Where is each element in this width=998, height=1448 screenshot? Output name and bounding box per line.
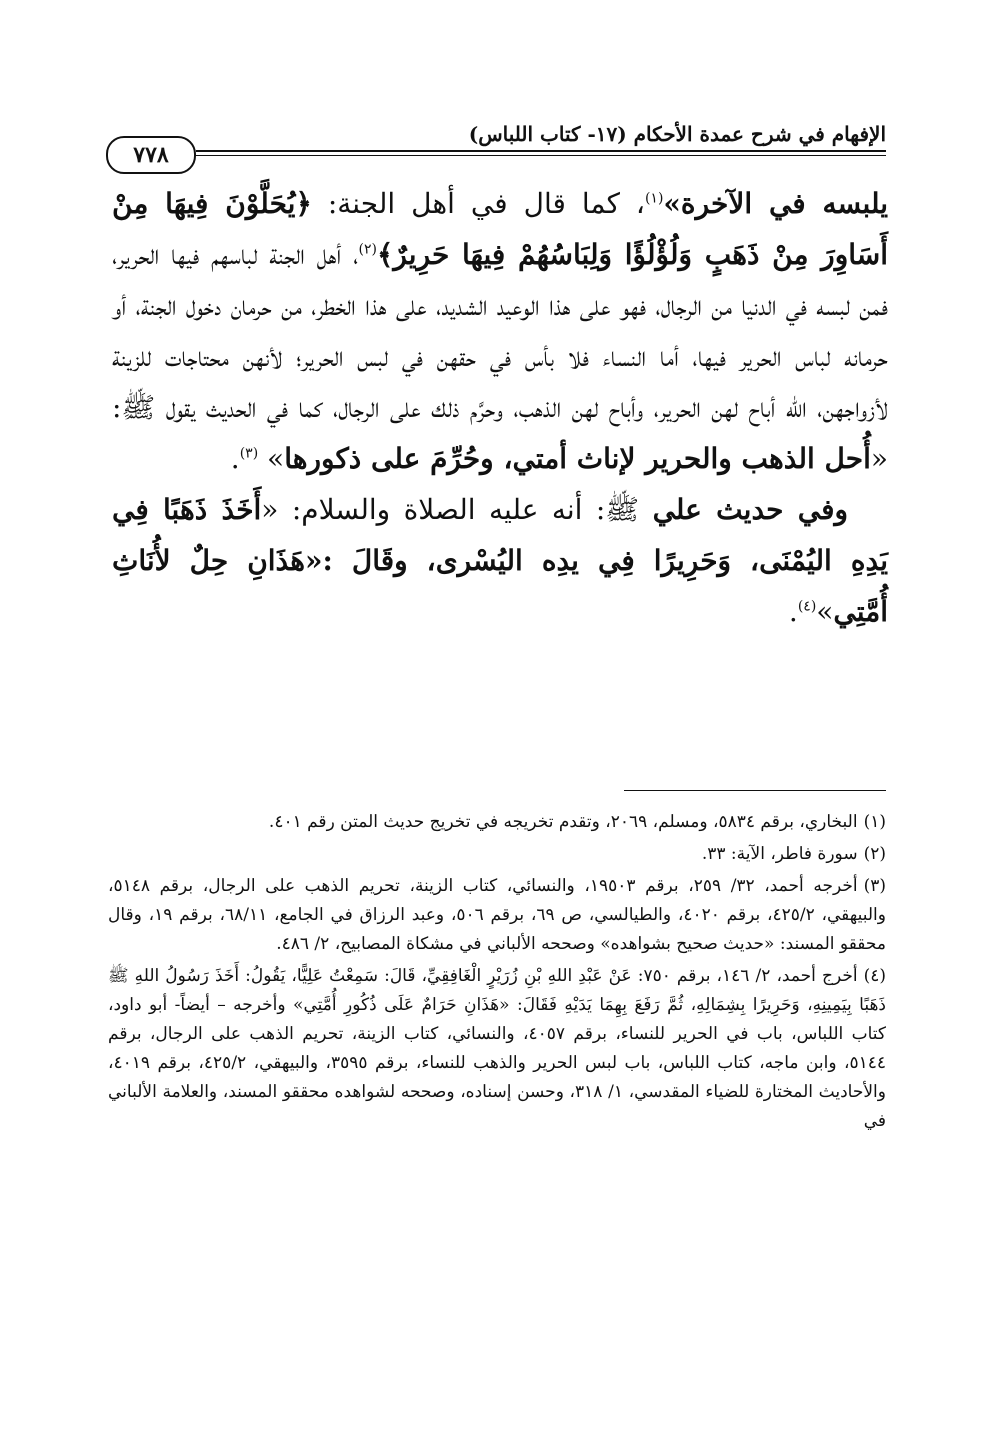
footnote-number: (٢) (863, 844, 886, 864)
footnote-ref-1[interactable]: (١) (644, 190, 664, 207)
text-segment: . (788, 595, 798, 628)
footnote-1 (108, 808, 886, 837)
text-segment: . (230, 442, 240, 475)
hadith-quote: أَخَذَ ذَهَبًا فِي يَدِهِ اليُمْنَى، وَحَرِيرًا فِي يدِه اليُسْرى، وقَالَ :«هَذَانِ حِلٌ لأُنَاثِ أُمَّتِي (112, 493, 888, 628)
page-header (106, 110, 886, 180)
footnote-ref-4[interactable]: (٤) (797, 598, 817, 615)
text-segment: » (258, 442, 285, 475)
footnote-number: (١) (863, 812, 886, 832)
hadith-quote: أُحل الذهب والحرير لإناث أمتي، وحُرِّمَ على ذكورها (284, 442, 871, 475)
footnote-number: (٤) (863, 966, 886, 986)
main-text (112, 178, 888, 637)
paragraph-2 (112, 484, 888, 637)
text-segment: ، أهل الجنة لباسهم فيها الحرير، فمن لبسه في الدنيا من الرجال، فهو على هذا الوعيد الشديد، على هذا الخطر، من حرمان دخول الجنة، أو حرمانه لباس الحرير فيها، أما النساء فلا بأس في حقهن في لبس الحرير؛ لأنهن محتاجات للزينة لأزواجهن، الله أباح لهن الحرير، وأباح لهن الذهب، وحرَّم ذلك على الرجال، كما في الحديث يقول ﷺ: « (112, 238, 888, 475)
footnote-number: (٣) (863, 876, 886, 896)
footnote-text: البخاري، برقم ٥٨٣٤، ومسلم، ٢٠٦٩، وتقدم تخريجه في تخريج حديث المتن رقم ٤٠١. (268, 812, 858, 832)
paragraph-1 (112, 178, 888, 484)
footnote-ref-2[interactable]: (٢) (358, 241, 377, 258)
quran-verse: ﴿يُحَلَّوْنَ فِيهَا مِنْ أَسَاوِرَ مِنْ ذَهَبٍ وَلُؤْلُؤًا وَلِبَاسُهُمْ فِيهَا حَرِيرٌ﴾ (112, 187, 888, 271)
text-segment: وفي حديث علي (652, 493, 848, 526)
header-rule (196, 150, 886, 156)
footnote-2 (108, 840, 886, 869)
footnote-text: أخرج أحمد، ٢/ ١٤٦، برقم ٧٥٠: عَنْ عَبْدِ اللهِ بْنِ زُرَيْرٍ الْغَافِقِيِّ، قَالَ: سَمِعْتُ عَلِيًّا، يَقُولُ: أَخَذَ رَسُولُ اللهِ ﷺ ذَهَبًا بِيَمِينِهِ، وَحَرِيرًا بِشِمَالِهِ، ثُمَّ رَفَعَ بِهِمَا يَدَيْهِ فَقَالَ: «هَذَانِ حَرَامٌ عَلَى ذُكُورِ أُمَّتِي» وأخرجه – أيضاً- أبو داود، كتاب اللباس، باب في الحرير للنساء، برقم ٤٠٥٧، والنسائي، كتاب الزينة، تحريم الذهب على الرجال، برقم ٥١٤٤، وابن ماجه، كتاب اللباس، باب لبس الحرير والذهب للنساء، برقم ٣٥٩٥، والبيهقي، ٤٢٥/٢، برقم ٤٠١٩، والأحاديث المختارة للضياء المقدسي، ١/ ٣١٨، وحسن إسناده، وصححه لشواهده محققو المسند، والعلامة الألباني في (108, 966, 886, 1131)
footnote-separator (624, 790, 886, 791)
footnote-4 (108, 962, 886, 1136)
running-title: الإفهام في شرح عمدة الأحكام (١٧- كتاب اللباس) (468, 122, 886, 146)
text-segment: ، كما قال في أهل الجنة: (311, 187, 645, 220)
text-segment: يلبسه في الآخرة» (663, 187, 889, 220)
page-number-badge: ٧٧٨ (106, 136, 196, 174)
text-segment: ﷺ: أنه عليه الصلاة والسلام: « (261, 493, 653, 526)
footnote-ref-3[interactable]: (٣) (239, 445, 259, 462)
footnotes-section (108, 808, 886, 1139)
footnote-text: سورة فاطر، الآية: ٣٣. (701, 844, 858, 864)
footnote-3 (108, 872, 886, 959)
footnote-text: أخرجه أحمد، ٣٢/ ٢٥٩، برقم ١٩٥٠٣، والنسائي، كتاب الزينة، تحريم الذهب على الرجال، برقم ٥١٤٨، والبيهقي، ٤٢٥/٢، برقم ٤٠٢٠، والطيالسي، ص ٦٩، برقم ٥٠٦، وعبد الرزاق في الجامع، ٦٨/١١، برقم ١٩، وقال محققو المسند: «حديث صحيح بشواهده» وصححه الألباني في مشكاة المصابيح، ٢/ ٤٨٦. (108, 876, 886, 954)
text-segment: » (816, 595, 834, 628)
